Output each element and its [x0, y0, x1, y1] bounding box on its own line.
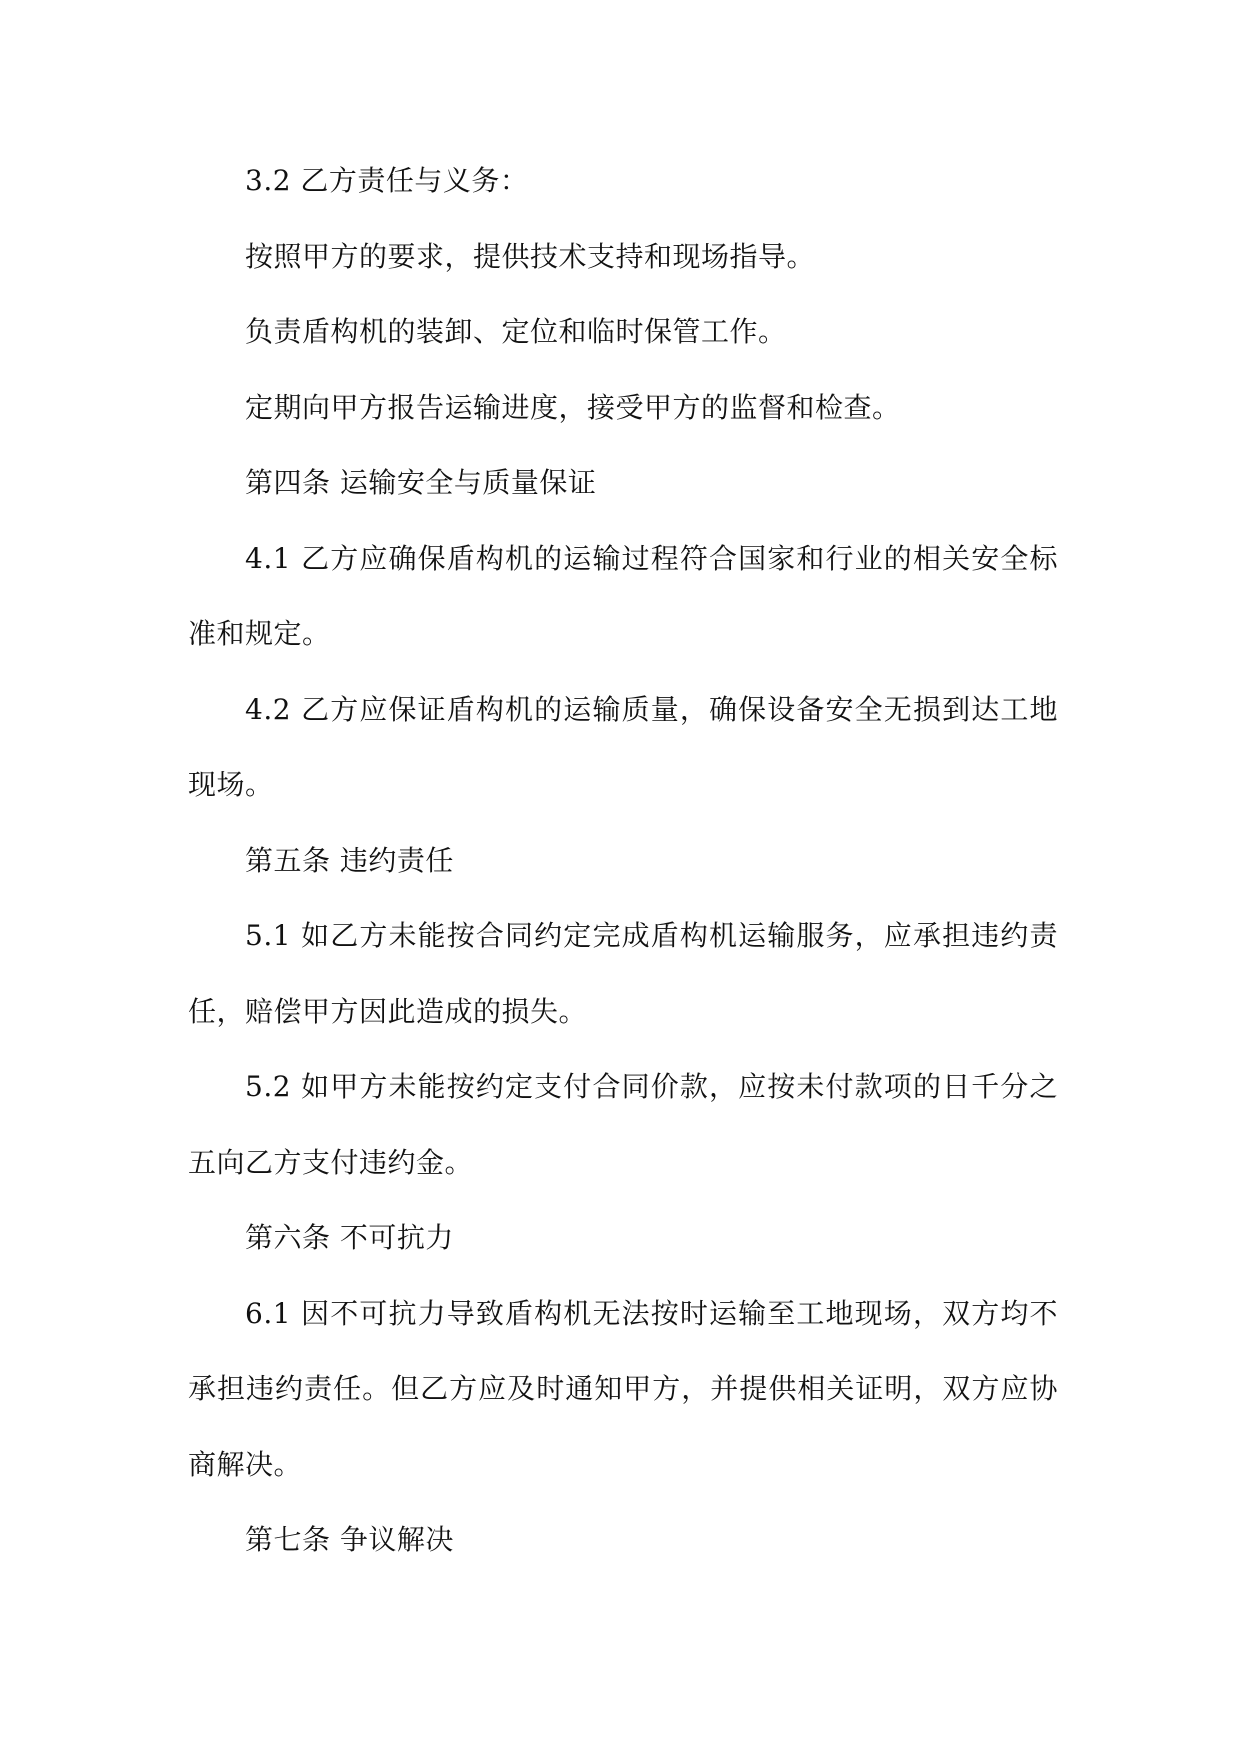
article-7-title: 第七条 争议解决: [245, 1523, 454, 1556]
clause-5-1: 5.1 如乙方未能按合同约定完成盾构机运输服务，应承担违约责任，赔偿甲方因此造成的损失。: [188, 919, 1058, 1028]
article-5-title: 第五条 违约责任: [245, 843, 454, 877]
clause-5-2: 5.2 如甲方未能按约定支付合同价款，应按未付款项的日千分之五向乙方支付违约金。: [188, 1070, 1058, 1179]
article-6-title: 第六条 不可抗力: [245, 1221, 454, 1254]
document-body: [188, 143, 1058, 1578]
clause-6-1: 6.1 因不可抗力导致盾构机无法按时运输至工地现场，双方均不承担违约责任。但乙方应及时通知甲方，并提供相关证明，双方应协商解决。: [188, 1296, 1058, 1481]
article-4-title: 第四条 运输安全与质量保证: [245, 466, 597, 499]
clause-4-2: 4.2 乙方应保证盾构机的运输质量，确保设备安全无损到达工地现场。: [188, 692, 1058, 801]
paragraph-technical-support: 按照甲方的要求，提供技术支持和现场指导。: [245, 239, 816, 273]
clause-4-1: 4.1 乙方应确保盾构机的运输过程符合国家和行业的相关安全标准和规定。: [188, 541, 1058, 650]
paragraph-3-2-heading: 3.2 乙方责任与义务：: [245, 164, 529, 197]
paragraph-progress-report: 定期向甲方报告运输进度，接受甲方的监督和检查。: [245, 390, 901, 424]
paragraph-loading-storage: 负责盾构机的装卸、定位和临时保管工作。: [245, 315, 787, 348]
